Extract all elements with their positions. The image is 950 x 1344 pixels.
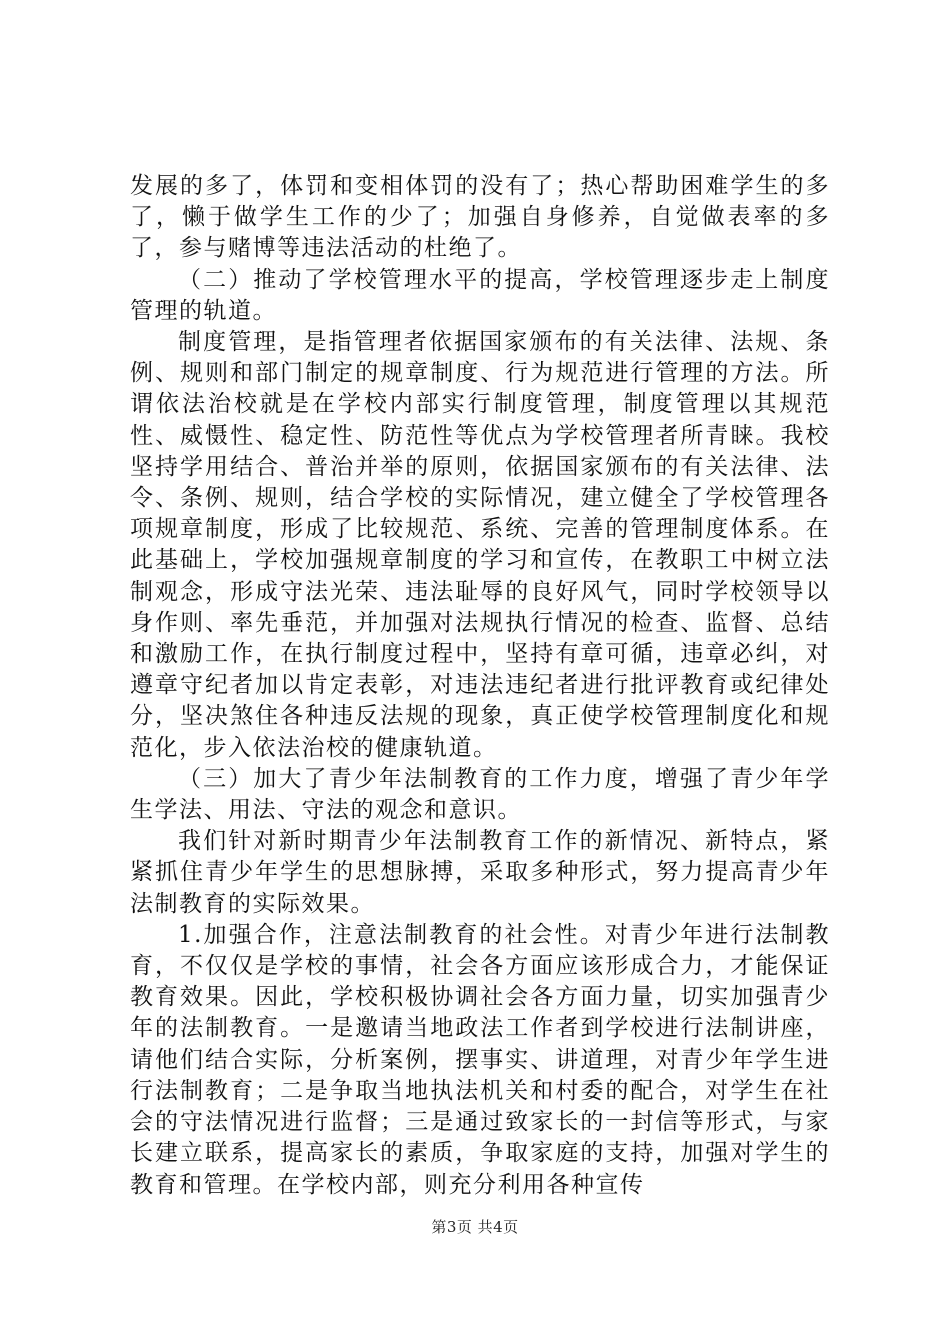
paragraph-cooperation: 1.加强合作，注意法制教育的社会性。对青少年进行法制教育，不仅仅是学校的事情，社会各方面应该形成合力，才能保证教育效果。因此，学校积极协调社会各方面力量，切实加强青少年的法制教育。一是邀请当地政法工作者到学校进行法制讲座，请他们结合实际，分析案例，摆事实、讲道理，对青少年学生进行法制教育；二是争取当地执法机关和村委的配合，对学生在社会的守法情况进行监督；三是通过致家长的一封信等形式，与家长建立联系，提高家长的素质，争取家庭的支持，加强对学生的教育和管理。在学校内部，则充分利用各种宣传	[130, 921, 830, 1198]
document-body	[130, 171, 830, 1201]
paragraph-system-management: 制度管理，是指管理者依据国家颁布的有关法律、法规、条例、规则和部门制定的规章制度、行为规范进行管理的方法。所谓依法治校就是在学校内部实行制度管理，制度管理以其规范性、威慑性、稳定性、防范性等优点为学校管理者所青睐。我校坚持学用结合、普治并举的原则，依据国家颁布的有关法律、法令、条例、规则，结合学校的实际情况，建立健全了学校管理各项规章制度，形成了比较规范、系统、完善的管理制度体系。在此基础上，学校加强规章制度的学习和宣传，在教职工中树立法制观念，形成守法光荣、违法耻辱的良好风气，同时学校领导以身作则、率先垂范，并加强对法规执行情况的检查、监督、总结和激励工作，在执行制度过程中，坚持有章可循，违章必纠，对遵章守纪者加以肯定表彰，对违法违纪者进行批评教育或纪律处分，坚决煞住各种违反法规的现象，真正使学校管理制度化和规范化，步入依法治校的健康轨道。	[130, 329, 830, 761]
section-heading-three: （三）加大了青少年法制教育的工作力度，增强了青少年学生学法、用法、守法的观念和意识。	[130, 765, 830, 824]
section-heading-two: （二）推动了学校管理水平的提高，学校管理逐步走上制度管理的轨道。	[130, 266, 830, 324]
page-number-footer: 第3页 共4页	[431, 1218, 519, 1236]
paragraph-youth-education: 我们针对新时期青少年法制教育工作的新情况、新特点，紧紧抓住青少年学生的思想脉搏，采取多种形式，努力提高青少年法制教育的实际效果。	[130, 828, 830, 917]
paragraph-continuation: 发展的多了，体罚和变相体罚的没有了；热心帮助困难学生的多了，懒于做学生工作的少了；加强自身修养，自觉做表率的多了，参与赌博等违法活动的杜绝了。	[130, 173, 830, 262]
